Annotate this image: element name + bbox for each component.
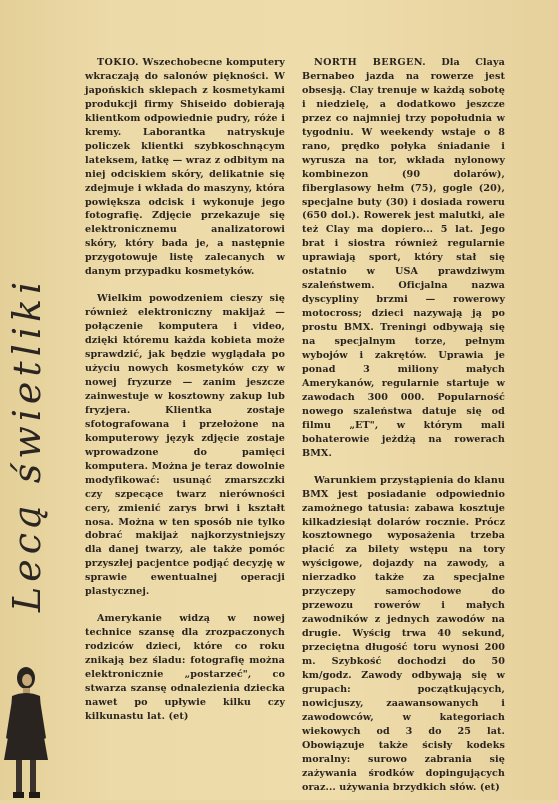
right-paragraph-2 — [302, 474, 505, 795]
right-article-column — [302, 56, 505, 795]
dateline-tokio: TOKIO. — [97, 57, 139, 68]
woman-figure-svg — [2, 660, 54, 800]
left-paragraph-2 — [85, 292, 285, 599]
left-paragraph-2-text: Wielkim powodzeniem cieszy się również elektroniczny makijaż — połączenie komputera i video, dzięki któremu każda kobieta może sprawdzić, jak będzie wyglądała po użyciu nowych kosmetyków czy w nowej fryzurze — zanim jeszcze zainwestuje w kosztowny zakup lub fryzjera. Klientka zostaje sfotografowana i przełożone na komputerowy język zdjęcie zostaje wprowadzone do pamięci komputera. Można je teraz dowolnie modyfikować: usunąć zmarszczki czy szpecące twarz nierówności cery, zmienić zarys brwi i kształt nosa. Można w ten sposób nie tylko dobrać makijaż najkorzystniejszy dla danej twarzy, ale także pomóc przyszłej pacjentce podjąć decyzję w sprawie ewentualnej operacji plastycznej. — [85, 293, 285, 598]
dateline-north-bergen: NORTH BERGEN. — [314, 57, 426, 68]
left-paragraph-3-text: Amerykanie widzą w nowej technice szansę dla zrozpaczonych rodziców dzieci, które co roku znikają bez śladu: fotografię można elektronicznie „postarzeć", co stwarza szansę odnalezienia dziecka nawet po upływie kilku czy kilkunastu lat. (et) — [85, 613, 285, 722]
left-paragraph-3 — [85, 612, 285, 724]
left-paragraph-1-text: Wszechobecne komputery wkraczają do salonów piękności. W japońskich sklepach z kosmetykami produkcji firmy Shiseido dobierają klientkom odpowiednie pudry, róże i kremy. Laborantka natryskuje policzek klientki szybkoschnącym lateksem, łatkę — wraz z odbitym na niej odciskiem skóry, delikatnie się zdejmuje i wkłada do maszyny, która powiększa odcisk i wykonuje jego fotografię. Zdjęcie przekazuje się elektronicznemu analizatorowi skóry, który bada je, a następnie przygotowuje listę zalecanych w danym przypadku kosmetyków. — [85, 57, 285, 278]
vertical-heading — [2, 200, 52, 620]
right-paragraph-1 — [302, 56, 505, 461]
vertical-heading-svg — [2, 200, 52, 620]
heading-text: Lecą świetliki — [5, 276, 49, 612]
left-paragraph-1 — [85, 56, 285, 279]
right-paragraph-2-text: Warunkiem przystąpienia do klanu BMX jest posiadanie odpowiednio zamożnego tatusia: zabawa kosztuje kilkadziesiąt dolarów rocznie. Prócz kosztownego wyposażenia trzeba płacić za bilety wstępu na tory wyścigowe, dojazdy na zawody, a nierzadko także za specjalne przyczepy samochodowe do przewozu rowerów i małych zawodników z jednych zawodów na drugie. Wyścig trwa 40 sekund, przeciętna długość toru wynosi 200 m. Szybkość dochodzi do 50 km/godz. Zawody odbywają się w grupach: początkujących, nowicjuszy, zaawansowanych i zawodowców, w kategoriach wiekowych od 3 do 25 lat. Obowiązuje także ścisły kodeks moralny: surowo zabrania się zażywania środków dopingujących oraz... używania brzydkich słów. (et) — [302, 474, 505, 793]
woman-figure-illustration — [2, 660, 54, 800]
right-paragraph-1-text: Dla Claya Bernabeo jazda na rowerze jest obsesją. Clay trenuje w każdą sobotę i niedzielę, a dodatkowo jeszcze przez co najmniej trzy popołudnia w tygodniu. W weekendy wstaje o 8 rano, prędko połyka śniadanie i wyrusza na tor, wkłada nylonowy kombinezon (90 dolarów), fiberglasowy hełm (75), gogle (20), specjalne buty (30) i dosiada roweru (650 dol.). Rowerek jest malutki, ale też Clay ma dopiero... 5 lat. Jego brat i siostra również regularnie uprawiają sport, który stał się ostatnio w USA prawdziwym szaleństwem. Oficjalna nazwa dyscypliny brzmi — rowerowy motocross; dzieci nazywają ją po prostu BMX. Treningi odbywają się na specjalnym torze, pełnym wybojów i zakrętów. Uprawia je ponad 3 miliony małych Amerykanów, regularnie startuje w zawodach 300 000. Popularność nowego szaleństwa datuje się od filmu „ET", w którym mali bohaterowie jeżdżą na rowerach BMX. — [302, 57, 505, 459]
left-article-column — [85, 56, 285, 724]
